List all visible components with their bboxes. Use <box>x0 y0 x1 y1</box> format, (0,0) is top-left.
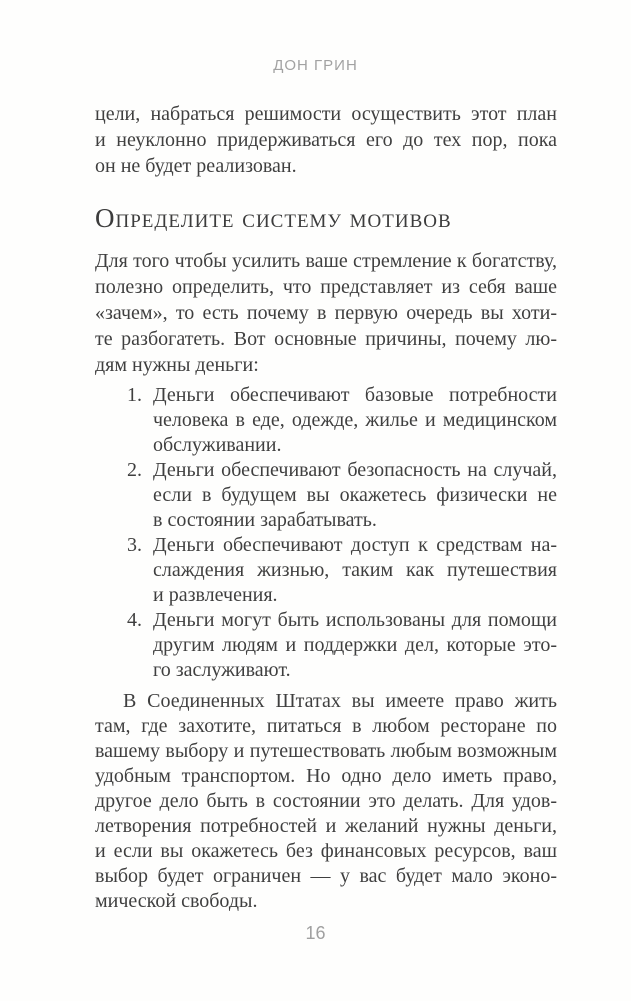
text-line: и неуклонно придерживаться его до тех пор, пока <box>95 129 557 151</box>
text-line: в состоянии зарабатывать. <box>153 509 377 531</box>
text-line: и развлечения. <box>153 584 278 606</box>
paragraph-usa <box>95 689 557 914</box>
text-line: полезно определить, что представляет из себя ваше <box>95 276 557 298</box>
text-line: если в будущем вы окажетесь физически не <box>153 484 557 506</box>
section-heading: Определите систему мотивов <box>95 203 452 233</box>
page-number: 16 <box>305 923 326 943</box>
list-item <box>95 383 557 458</box>
list-item-number: 4. <box>127 609 142 631</box>
paragraph-motives <box>95 248 557 378</box>
list-item-number: 2. <box>127 459 142 481</box>
text-line: «зачем», то есть почему в первую очередь вы хоти- <box>95 302 557 324</box>
text-line: те разбогатеть. Вот основные причины, почему лю- <box>95 328 557 350</box>
list-item <box>95 533 557 608</box>
text-line: другое дело быть в состоянии это делать. Для удов- <box>95 790 557 812</box>
text-line: он не будет реализован. <box>95 155 297 177</box>
text-line: Деньги обеспечивают доступ к средствам на- <box>153 534 557 556</box>
text-line: удобным транспортом. Но одно дело иметь право, <box>95 765 557 787</box>
text-line: слаждения жизнью, таким как путешествия <box>153 559 557 581</box>
numbered-list <box>95 383 557 683</box>
list-item-number: 1. <box>127 384 142 406</box>
text-line: и если вы окажетесь без финансовых ресурсов, ваш <box>95 840 557 862</box>
text-line: В Соединенных Штатах вы имеете право жить <box>123 690 557 712</box>
list-item <box>95 608 557 683</box>
text-line: дям нужны деньги: <box>95 354 259 376</box>
paragraph-intro <box>95 101 557 179</box>
list-item-number: 3. <box>127 534 142 556</box>
text-line: Деньги обеспечивают безопасность на случай, <box>153 459 557 481</box>
text-line: другим людям и поддержки дел, которые это- <box>153 634 557 656</box>
text-line: Деньги могут быть использованы для помощи <box>153 609 557 631</box>
text-line: там, где захотите, питаться в любом ресторане по <box>95 715 557 737</box>
text-line: Для того чтобы усилить ваше стремление к богатству, <box>95 250 557 272</box>
text-line: мической свободы. <box>95 890 258 912</box>
text-line: цели, набраться решимости осуществить этот план <box>95 103 557 125</box>
text-line: человека в еде, одежде, жилье и медицинском <box>153 409 557 431</box>
text-line: вашему выбору и путешествовать любым возможным <box>95 740 557 762</box>
text-line: летворения потребностей и желаний нужны деньги, <box>95 815 557 837</box>
text-line: го заслуживают. <box>153 659 291 681</box>
running-header: ДОН ГРИН <box>273 57 358 74</box>
text-line: обслуживании. <box>153 434 282 456</box>
list-item <box>95 458 557 533</box>
text-line: выбор будет ограничен — у вас будет мало эконо- <box>95 865 557 887</box>
text-line: Деньги обеспечивают базовые потребности <box>153 384 557 406</box>
text-column <box>95 0 557 914</box>
